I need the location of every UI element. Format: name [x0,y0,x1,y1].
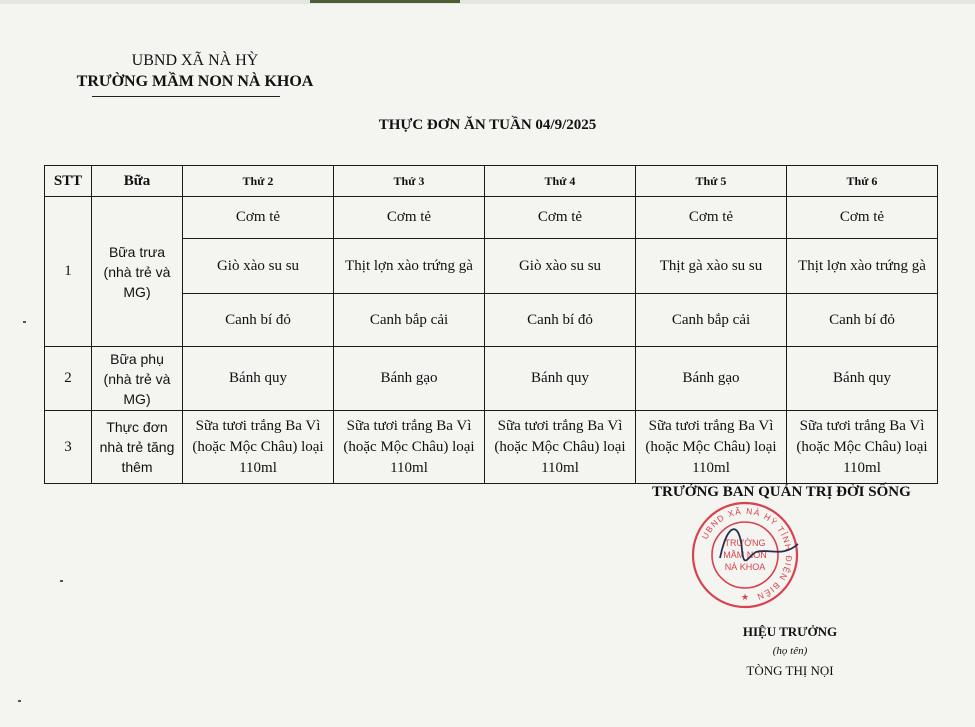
dish-cell: Cơm tẻ [183,197,334,239]
dish-cell: Bánh quy [485,347,636,411]
dish-cell: Bánh gạo [334,347,485,411]
header-day-mon: Thứ 2 [183,166,334,197]
dish-cell: Canh bắp cải [636,294,787,347]
dish-cell: Bánh quy [787,347,938,411]
meal-line: thêm [121,459,153,475]
header-day-thu: Thứ 5 [636,166,787,197]
header-day-fri: Thứ 6 [787,166,938,197]
meal-name-lunch [92,197,183,347]
meal-line: (nhà trẻ và [103,263,171,280]
meal-line: Thực đơn [106,419,168,435]
signature-heading: TRƯỞNG BAN QUẢN TRỊ ĐỜI SỐNG [652,484,911,500]
dish-cell: Giò xào su su [485,239,636,294]
scan-top-mark [310,0,460,3]
dish-cell: Cơm tẻ [787,197,938,239]
scan-speck [18,700,21,702]
table-header-row [45,166,938,197]
scan-speck [60,580,63,582]
scan-speck [23,321,26,323]
meal-line: nhà trẻ tăng [99,439,175,455]
row-number: 1 [45,197,92,347]
meal-name-snack [92,347,183,411]
table-row [45,197,938,239]
dish-cell: Canh bí đỏ [787,294,938,347]
dish-cell: Canh bí đỏ [183,294,334,347]
dish-cell: Sữa tươi trắng Ba Vì (hoặc Mộc Châu) loại 110ml [334,411,485,484]
dish-cell: Cơm tẻ [636,197,787,239]
stamp-center-line: TRƯỜNG [724,538,766,548]
authority-name: UBND XÃ NÀ HỲ [131,52,259,69]
principal-note: (họ tên) [772,645,808,657]
dish-cell: Thịt lợn xào trứng gà [334,239,485,294]
dish-cell: Bánh gạo [636,347,787,411]
dish-cell: Canh bí đỏ [485,294,636,347]
official-stamp [690,500,800,610]
stamp-star-icon: ★ [740,592,750,602]
dish-cell: Cơm tẻ [485,197,636,239]
dish-cell: Bánh quy [183,347,334,411]
header-day-wed: Thứ 4 [485,166,636,197]
principal-role: HIỆU TRƯỞNG [742,624,838,639]
stamp-center-line: NÀ KHOA [724,562,766,572]
dish-cell: Thịt lợn xào trứng gà [787,239,938,294]
row-number: 3 [45,411,92,484]
header-meal: Bữa [92,166,183,197]
document-header [70,50,320,93]
principal-block [700,624,880,679]
dish-cell: Sữa tươi trắng Ba Vì (hoặc Mộc Châu) loại 110ml [787,411,938,484]
table-row [45,411,938,484]
header-stt: STT [45,166,92,197]
school-name: TRƯỜNG MẦM NON NÀ KHOA [76,73,314,90]
dish-cell: Giò xào su su [183,239,334,294]
meal-name-extra [92,411,183,484]
dish-cell: Thịt gà xào su su [636,239,787,294]
principal-name: TÒNG THỊ NỌI [746,663,834,678]
header-underline [92,96,280,97]
weekly-menu-table [44,165,938,484]
meal-line: Bữa phụ [110,350,164,367]
meal-line: Bữa trưa [108,243,166,260]
meal-line: MG) [123,283,151,300]
stamp-center-line: MẦM NON [723,550,767,560]
dish-cell: Sữa tươi trắng Ba Vì (hoặc Mộc Châu) loại 110ml [636,411,787,484]
row-number: 2 [45,347,92,411]
dish-cell: Canh bắp cải [334,294,485,347]
meal-line: MG) [123,390,151,407]
scan-top-edge [0,0,975,4]
meal-line: (nhà trẻ và [103,370,171,387]
dish-cell: Sữa tươi trắng Ba Vì (hoặc Mộc Châu) loại 110ml [183,411,334,484]
page-title: THỰC ĐƠN ĂN TUẦN 04/9/2025 [378,117,597,133]
table-row [45,347,938,411]
stamp-ring-text: UBND XÃ NÀ HỲ TỈNH ĐIỆN BIÊN [699,505,795,603]
dish-cell: Sữa tươi trắng Ba Vì (hoặc Mộc Châu) loại 110ml [485,411,636,484]
dish-cell: Cơm tẻ [334,197,485,239]
header-day-tue: Thứ 3 [334,166,485,197]
